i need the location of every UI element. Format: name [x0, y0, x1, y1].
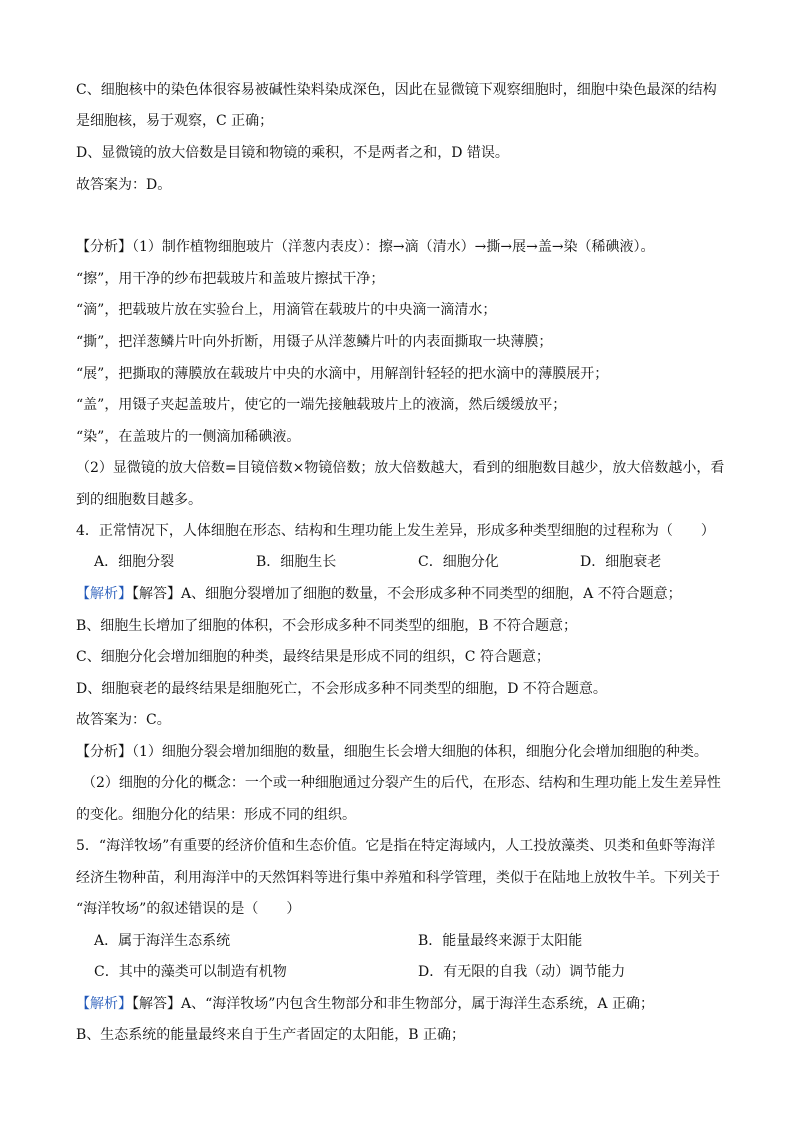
analysis-line: 【分析】（1）细胞分裂会增加细胞的数量，细胞生长会增大细胞的体积，细胞分化会增加细胞的种类。 — [76, 744, 708, 760]
text-line: D、细胞衰老的最终结果是细胞死亡，不会形成多种不同类型的细胞，D 不符合题意。 — [76, 681, 607, 697]
question-5: 5．“海洋牧场”有重要的经济价值和生态价值。它是指在特定海域内，人工投放藻类、贝类和鱼虾等海洋 — [76, 838, 716, 854]
analysis-tag: 【分析】 — [76, 239, 132, 255]
text-line: C、细胞分化会增加细胞的种类，最终结果是形成不同的组织，C 符合题意； — [76, 649, 550, 665]
text-line: “盖”，用镊子夹起盖玻片，使它的一端先接触载玻片上的液滴，然后缓缓放平； — [76, 397, 567, 413]
analysis-text: （1）制作植物细胞玻片（洋葱内表皮）：擦→滴（清水）→撕→展→盖→染（稀碘液）。 — [132, 239, 655, 255]
analysis-line — [76, 237, 756, 257]
answer-line — [76, 994, 756, 1014]
text-line: “染”，在盖玻片的一侧滴加稀碘液。 — [76, 429, 301, 445]
answer-line — [76, 584, 756, 604]
q4-option-c: C．细胞分化 — [418, 554, 499, 570]
text-line: “擦”，用干净的纱布把载玻片和盖玻片擦拭干净； — [76, 271, 385, 287]
text-line: 经济生物种苗，利用海洋中的天然饵料等进行集中养殖和科学管理，类似于在陆地上放牧牛羊。下列关于 — [76, 870, 720, 886]
text-line: 到的细胞数目越多。 — [76, 492, 202, 508]
text-line: D、显微镜的放大倍数是目镜和物镜的乘积，不是两者之和，D 错误。 — [76, 145, 509, 161]
q5-option-d: D．有无限的自我（动）调节能力 — [418, 964, 626, 980]
text-line: B、细胞生长增加了细胞的体积，不会形成多种不同类型的细胞，B 不符合题意； — [76, 618, 578, 634]
text-line: C、细胞核中的染色体很容易被碱性染料染成深色，因此在显微镜下观察细胞时，细胞中染色最深的结构 — [76, 82, 717, 98]
q5-option-c: C．其中的藻类可以制造有机物 — [94, 964, 287, 980]
jiexi-tag: 【解析】 — [76, 586, 132, 602]
text-line: 是细胞核，易于观察，C 正确； — [76, 113, 274, 129]
answer-text: 【解答】A、“海洋牧场”内包含生物部分和非生物部分，属于海洋生态系统，A 正确； — [132, 996, 654, 1012]
text-line: “海洋牧场”的叙述错误的是（ ） — [76, 901, 301, 917]
q4-option-a: A．细胞分裂 — [94, 554, 175, 570]
q4-option-d: D．细胞衰老 — [580, 554, 662, 570]
jiexi-tag: 【解析】 — [76, 996, 132, 1012]
text-line: B、生态系统的能量最终来自于生产者固定的太阳能，B 正确； — [76, 1027, 466, 1043]
q5-option-a: A．属于海洋生态系统 — [94, 933, 231, 949]
text-line: “滴”，把载玻片放在实验台上，用滴管在载玻片的中央滴一滴清水； — [76, 302, 497, 318]
text-line: “展”，把撕取的薄膜放在载玻片中央的水滴中，用解剖针轻轻的把水滴中的薄膜展开； — [76, 366, 609, 382]
text-line: “撕”，把洋葱鳞片叶向外折断，用镊子从洋葱鳞片叶的内表面撕取一块薄膜； — [76, 334, 553, 350]
text-line: （2）细胞的分化的概念：一个或一种细胞通过分裂产生的后代，在形态、结构和生理功能上发生差异性 — [82, 775, 721, 791]
text-line: 故答案为：D。 — [76, 177, 172, 193]
q4-option-b: B．细胞生长 — [256, 554, 337, 570]
answer-text: 【解答】A、细胞分裂增加了细胞的数量，不会形成多种不同类型的细胞，A 不符合题意； — [132, 586, 682, 602]
text-line: 的变化。细胞分化的结果：形成不同的组织。 — [76, 807, 356, 823]
text-line: （2）显微镜的放大倍数=目镜倍数×物镜倍数；放大倍数越大，看到的细胞数目越少，放大倍数越小，看 — [76, 460, 725, 476]
q5-option-b: B．能量最终来源于太阳能 — [418, 933, 583, 949]
text-line: 故答案为：C。 — [76, 712, 171, 728]
question-4: 4．正常情况下，人体细胞在形态、结构和生理功能上发生差异，形成多种类型细胞的过程称为（ ） — [76, 523, 715, 539]
